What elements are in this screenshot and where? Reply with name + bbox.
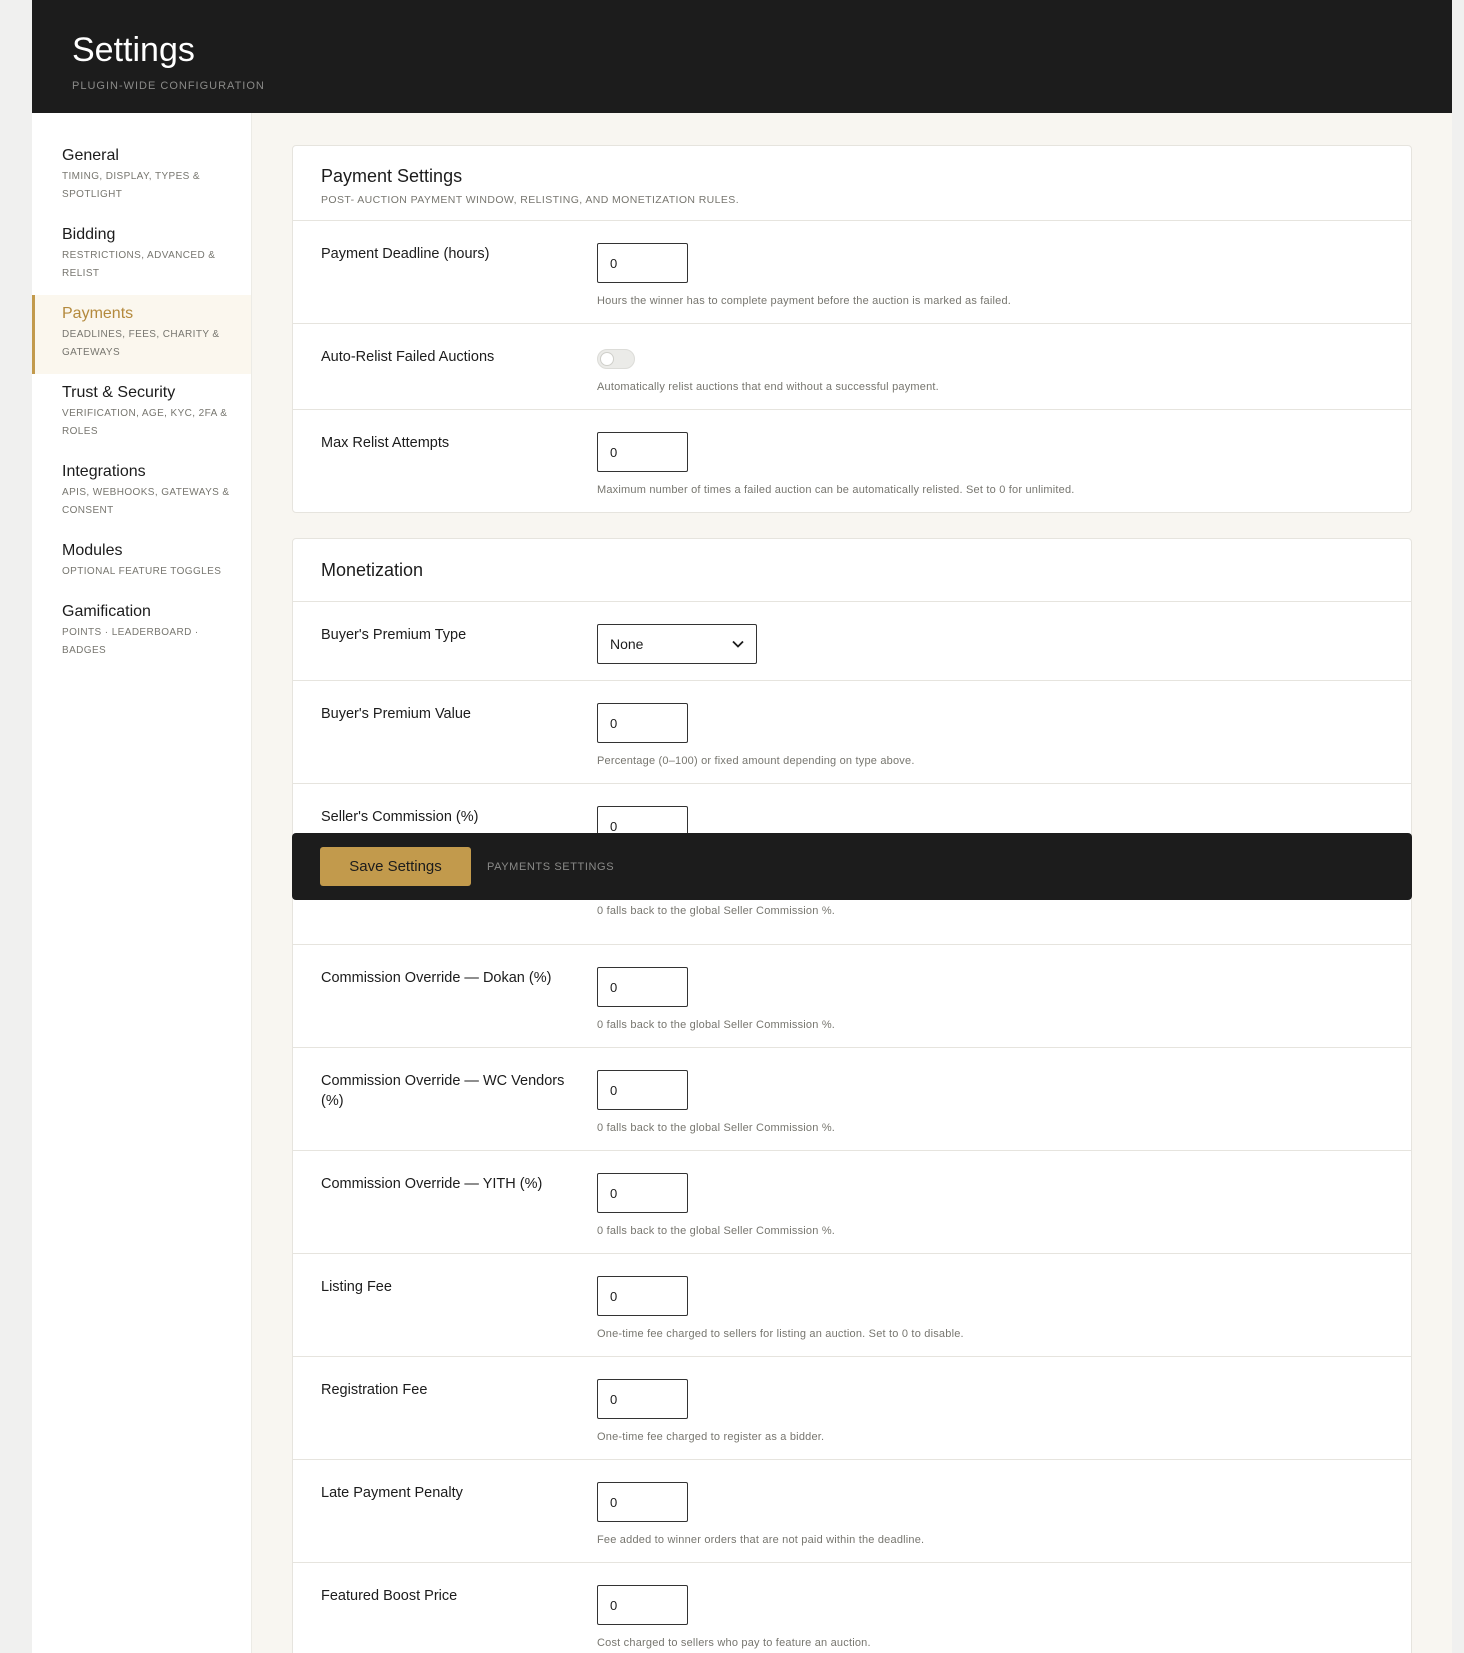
help-text: Hours the winner has to complete payment before the auction is marked as failed. (597, 295, 1012, 307)
page-header (32, 0, 1452, 113)
help-text: 0 falls back to the global Seller Commission %. (597, 1019, 836, 1031)
field-label: Late Payment Penalty (321, 1485, 463, 1501)
help-text: 0 falls back to the global Seller Commission %. (597, 905, 836, 917)
card-title: Payment Settings (321, 166, 463, 186)
sidebar-item-desc: OPTIONAL FEATURE TOGGLES (62, 566, 222, 577)
sidebar-item-general[interactable] (32, 137, 251, 216)
setting-row-commission-override (293, 905, 1411, 945)
setting-row-override-yith (293, 1151, 1411, 1254)
save-bar (292, 833, 1412, 900)
help-text: One-time fee charged to register as a bidder. (597, 1431, 825, 1443)
toggle-knob (600, 352, 614, 366)
setting-row-premium-type (293, 602, 1411, 681)
card-subtitle: POST- AUCTION PAYMENT WINDOW, RELISTING, AND MONETIZATION RULES. (321, 194, 740, 206)
setting-row-payment-deadline (293, 221, 1411, 324)
featured-boost-input[interactable] (597, 1585, 688, 1625)
field-label: Commission Override — WC Vendors (%) (321, 1073, 565, 1109)
sidebar-item-payments[interactable] (32, 295, 251, 374)
settings-sidebar (32, 113, 252, 1653)
help-text: Automatically relist auctions that end without a successful payment. (597, 381, 939, 393)
save-settings-button[interactable]: Save Settings (320, 847, 471, 886)
field-label: Buyer's Premium Type (321, 627, 467, 643)
field-label: Buyer's Premium Value (321, 706, 471, 722)
select-value: None (610, 636, 644, 652)
max-relist-input[interactable] (597, 432, 688, 472)
help-text: 0 falls back to the global Seller Commission %. (597, 1225, 836, 1237)
field-label: Registration Fee (321, 1382, 428, 1398)
auto-relist-toggle[interactable] (597, 349, 635, 369)
setting-row-override-dokan (293, 945, 1411, 1048)
help-text: Fee added to winner orders that are not paid within the deadline. (597, 1534, 925, 1546)
help-text: One-time fee charged to sellers for listing an auction. Set to 0 to disable. (597, 1328, 964, 1340)
card-header (293, 539, 1411, 602)
field-label: Max Relist Attempts (321, 435, 450, 451)
sidebar-item-gamification[interactable] (32, 593, 251, 672)
page-title: Settings (72, 31, 195, 69)
premium-type-select[interactable] (597, 624, 757, 664)
sidebar-item-bidding[interactable] (32, 216, 251, 295)
premium-value-input[interactable] (597, 703, 688, 743)
registration-fee-input[interactable] (597, 1379, 688, 1419)
override-dokan-input[interactable] (597, 967, 688, 1007)
setting-row-featured-boost (293, 1563, 1411, 1653)
settings-main (252, 113, 1452, 1653)
sidebar-item-label: Trust & Security (62, 384, 176, 401)
setting-row-registration-fee (293, 1357, 1411, 1460)
field-label: Featured Boost Price (321, 1588, 458, 1604)
help-text: 0 falls back to the global Seller Commission %. (597, 1122, 836, 1134)
save-bar-context: PAYMENTS SETTINGS (487, 860, 615, 873)
sidebar-item-desc: TIMING, DISPLAY, TYPES & SPOTLIGHT (62, 171, 200, 200)
help-text: Percentage (0–100) or fixed amount depending on type above. (597, 755, 915, 767)
sidebar-item-desc: RESTRICTIONS, ADVANCED & RELIST (62, 250, 216, 279)
field-label: Commission Override — YITH (%) (321, 1176, 543, 1192)
setting-row-override-wcvendors (293, 1048, 1411, 1151)
override-yith-input[interactable] (597, 1173, 688, 1213)
setting-row-max-relist (293, 410, 1411, 512)
card-title: Monetization (321, 560, 424, 580)
listing-fee-input[interactable] (597, 1276, 688, 1316)
field-label: Listing Fee (321, 1279, 392, 1295)
monetization-card (292, 538, 1412, 1653)
field-label: Commission Override — Dokan (%) (321, 970, 552, 986)
sidebar-item-label: Modules (62, 542, 123, 559)
override-wcvendors-input[interactable] (597, 1070, 688, 1110)
chevron-down-icon (732, 640, 744, 648)
sidebar-item-label: Gamification (62, 603, 151, 620)
sidebar-item-desc: VERIFICATION, AGE, KYC, 2FA & ROLES (62, 408, 228, 437)
sidebar-item-trust-security[interactable] (32, 374, 251, 453)
setting-row-premium-value (293, 681, 1411, 784)
sidebar-item-integrations[interactable] (32, 453, 251, 532)
sidebar-item-label: Payments (62, 305, 134, 322)
sidebar-item-label: Bidding (62, 226, 116, 243)
field-label: Auto-Relist Failed Auctions (321, 349, 495, 365)
page-subtitle: PLUGIN-WIDE CONFIGURATION (72, 80, 265, 92)
sidebar-item-label: Integrations (62, 463, 146, 480)
help-text: Cost charged to sellers who pay to feature an auction. (597, 1637, 871, 1649)
setting-row-late-penalty (293, 1460, 1411, 1563)
sidebar-item-desc: POINTS · LEADERBOARD · BADGES (62, 627, 199, 656)
setting-row-listing-fee (293, 1254, 1411, 1357)
sidebar-item-desc: DEADLINES, FEES, CHARITY & GATEWAYS (62, 329, 220, 358)
payment-settings-card (292, 145, 1412, 513)
sidebar-item-label: General (62, 147, 119, 164)
late-penalty-input[interactable] (597, 1482, 688, 1522)
setting-row-auto-relist (293, 324, 1411, 410)
sidebar-item-modules[interactable] (32, 532, 251, 593)
sidebar-item-desc: APIS, WEBHOOKS, GATEWAYS & CONSENT (62, 487, 230, 516)
help-text: Maximum number of times a failed auction can be automatically relisted. Set to 0 for unlimited. (597, 484, 1075, 496)
card-header (293, 146, 1411, 221)
field-label: Seller's Commission (%) (321, 809, 479, 825)
payment-deadline-input[interactable] (597, 243, 688, 283)
field-label: Payment Deadline (hours) (321, 246, 490, 262)
settings-app (32, 0, 1452, 1653)
